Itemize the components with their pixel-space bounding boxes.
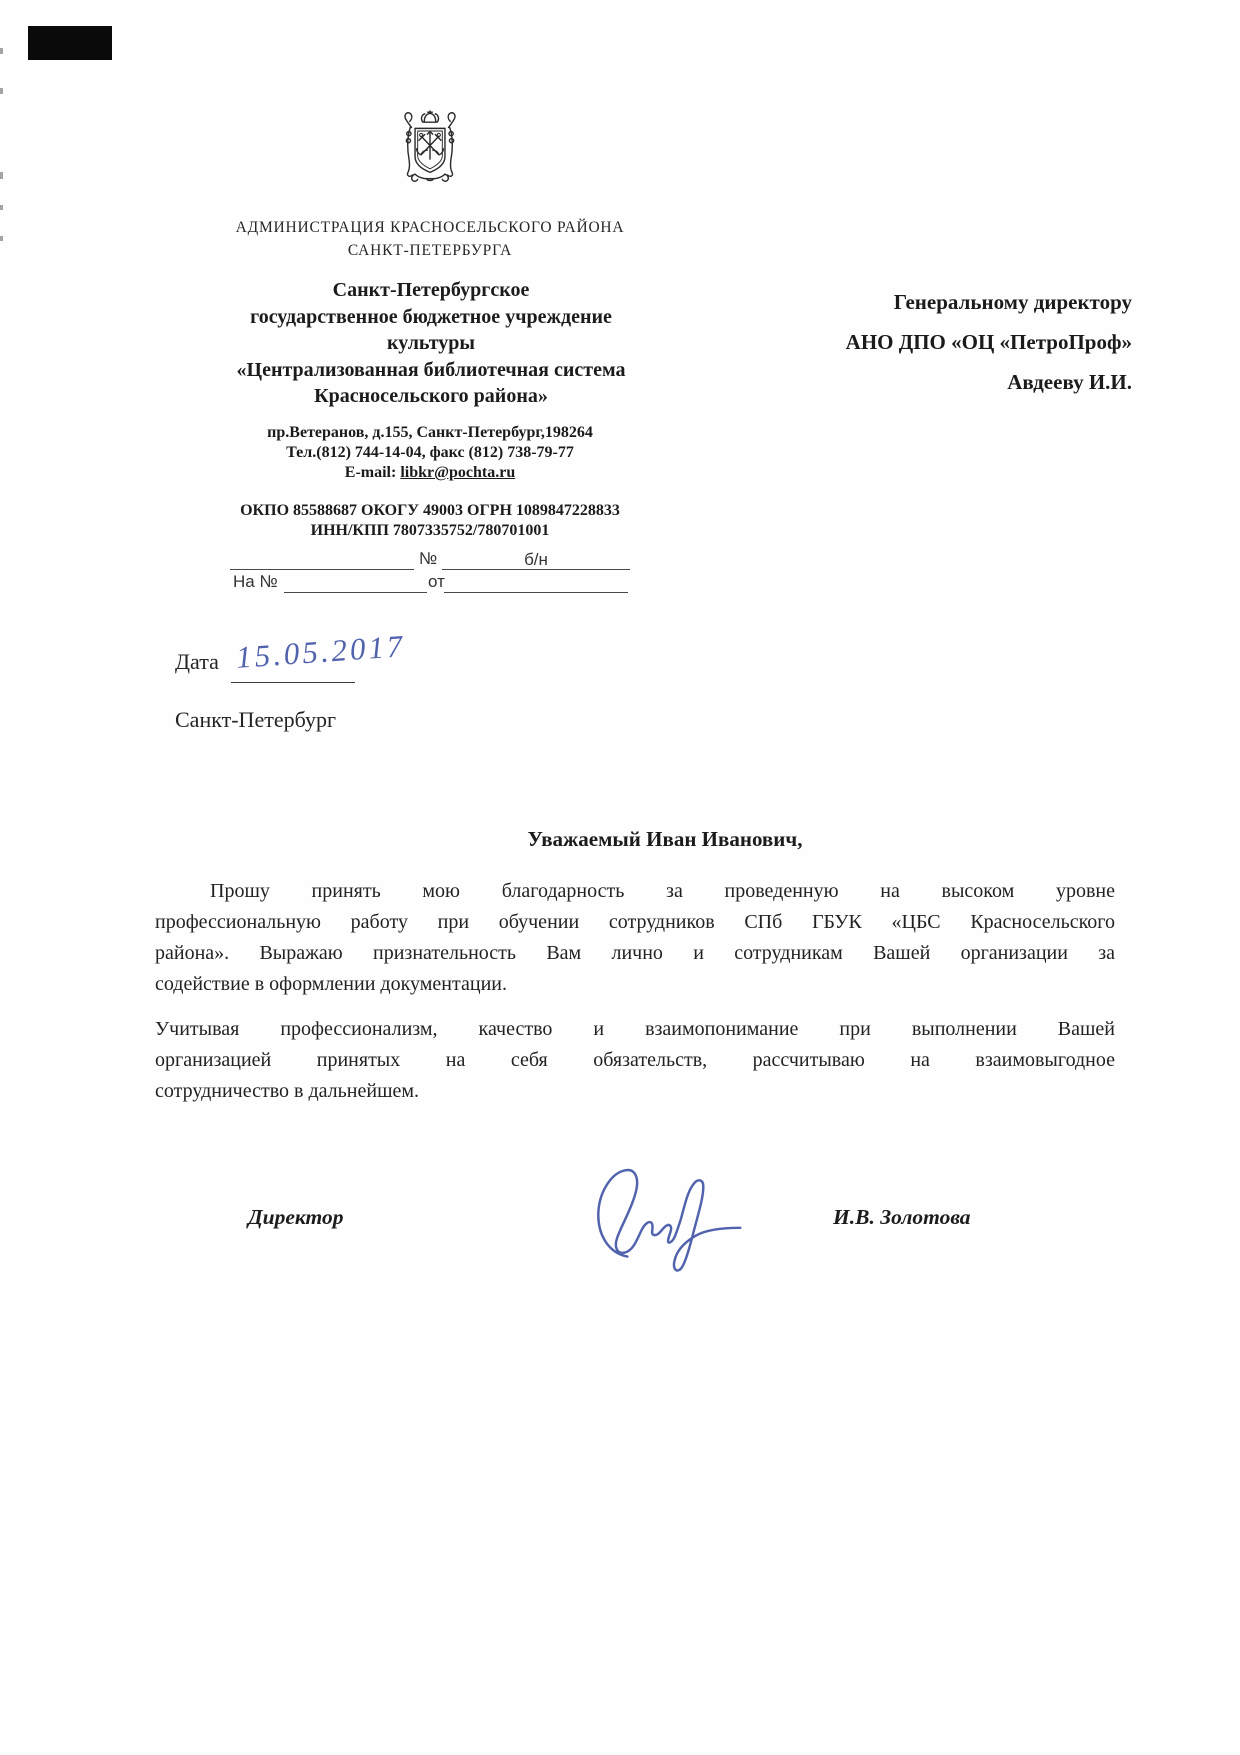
outgoing-date-blank [230, 550, 414, 570]
paragraph-line: профессиональную работу при обучении сотрудников СПб ГБУК «ЦБС Красносельского [155, 911, 1115, 933]
paragraph-line: района». Выражаю признательность Вам лично и сотрудникам Вашей организации за [155, 942, 1115, 964]
email-label: E-mail: [344, 464, 397, 481]
saint-petersburg-coat-of-arms-icon [386, 108, 474, 198]
paragraph-line: Учитывая профессионализм, качество и взаимопонимание при выполнении Вашей [155, 1018, 1115, 1040]
scan-edge-mark [0, 172, 3, 179]
registration-codes-block [170, 501, 690, 541]
handwritten-signature [580, 1158, 765, 1273]
reply-to-number-label: На № [233, 572, 278, 591]
scan-edge-mark [0, 205, 3, 210]
scan-edge-mark [0, 88, 3, 94]
signatory-title: Директор [248, 1205, 344, 1229]
codes-line-inn-kpp: ИНН/КПП 7807335752/780701001 [310, 522, 550, 539]
scan-edge-mark [0, 48, 3, 54]
paragraph-line: содействие в оформлении документации. [155, 973, 507, 995]
organization-line: государственное бюджетное учреждение [250, 305, 612, 328]
paragraph-line: сотрудничество в дальнейшем. [155, 1080, 420, 1102]
addressee-title: Генеральному директору [893, 290, 1132, 314]
administration-name-line2: САНКТ-ПЕТЕРБУРГА [347, 242, 513, 259]
date-label: Дата [175, 649, 219, 674]
salutation: Уважаемый Иван Иванович, [527, 827, 803, 851]
organization-line: культуры [386, 332, 476, 354]
organization-name-block [165, 277, 697, 410]
phone-fax: Тел.(812) 744-14-04, факс (812) 738-79-77 [286, 444, 574, 461]
organization-line: Санкт-Петербургское [332, 279, 530, 301]
organization-line: «Централизованная библиотечная система [236, 358, 626, 381]
number-sign-label: № [419, 549, 438, 568]
contact-block [170, 423, 690, 483]
administration-name-line1: АДМИНИСТРАЦИЯ КРАСНОСЕЛЬСКОГО РАЙОНА [235, 219, 625, 236]
outgoing-number-blank: б/н [442, 550, 630, 570]
city-line: Санкт-Петербург [175, 707, 336, 732]
handwritten-date: 15.05.2017 [234, 628, 407, 675]
email-address: libkr@pochta.ru [400, 464, 516, 481]
organization-line: Красносельского района» [314, 385, 548, 407]
scan-edge-mark [0, 236, 3, 241]
paragraph-line: организацией принятых на себя обязательств, рассчитываю на взаимовыгодное [155, 1049, 1115, 1071]
reply-date-blank [444, 573, 628, 593]
signatory-name: И.В. Золотова [833, 1205, 971, 1229]
email-line [170, 463, 690, 483]
codes-line-okpo-ogrn: ОКПО 85588687 ОКОГУ 49003 ОГРН 1089847228833 [240, 502, 620, 519]
reply-number-blank [284, 573, 427, 593]
scan-artifact-black-bar [28, 26, 112, 60]
addressee-block [700, 282, 1132, 402]
addressee-organization: АНО ДПО «ОЦ «ПетроПроф» [845, 330, 1132, 354]
reply-from-label: от [428, 572, 445, 591]
addressee-name: Авдееву И.И. [1007, 370, 1132, 394]
postal-address: пр.Ветеранов, д.155, Санкт-Петербург,198264 [267, 424, 593, 441]
body-paragraph-1 [155, 876, 1115, 1000]
paragraph-line: Прошу принять мою благодарность за проведенную на высоком уровне [210, 880, 1115, 902]
body-paragraph-2 [155, 1014, 1115, 1107]
